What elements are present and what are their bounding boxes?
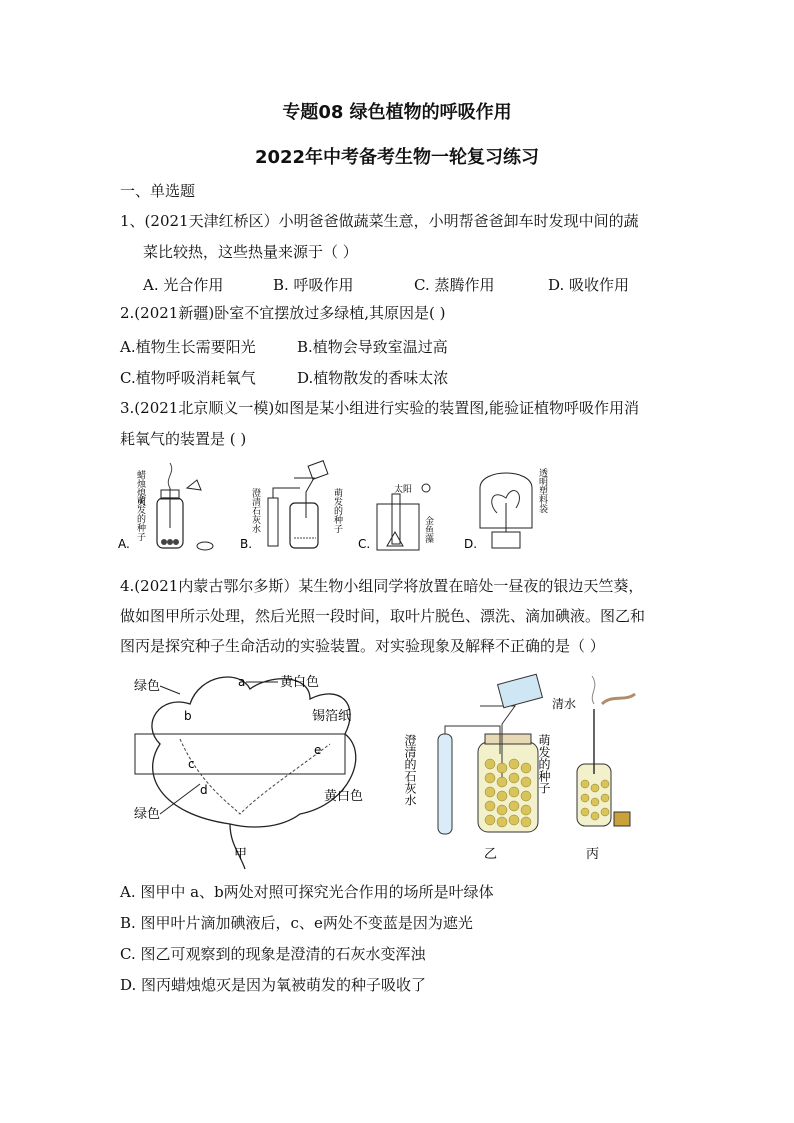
svg-text:a: a	[238, 675, 246, 689]
q1-option-c: C. 蒸腾作用	[414, 276, 495, 294]
q2-option-b: B.植物会导致室温过高	[297, 338, 448, 356]
q3-figure-c	[358, 483, 434, 551]
q4-option-d: D. 图丙蜡烛熄灭是因为氧被萌发的种子吸收了	[120, 976, 427, 994]
q1-stem-line1: 1、(2021天津红桥区）小明爸爸做蔬菜生意，小明帮爸爸卸车时发现中间的蔬	[120, 212, 639, 230]
label-seeds: 萌发的种子	[537, 734, 551, 794]
candle-label: 蜡烛熄灭	[135, 470, 145, 506]
q4-stem-line2: 做如图甲所示处理，然后光照一段时间，取叶片脱色、漂洗、滴加碘液。图乙和	[120, 607, 646, 625]
q3-figure-b	[240, 461, 343, 551]
svg-text:c: c	[188, 757, 195, 771]
label-water: 清水	[552, 697, 577, 711]
svg-text:A.: A.	[118, 537, 130, 551]
q3-figure-a	[118, 463, 213, 551]
label-green-2: 绿色	[134, 807, 161, 822]
document-subtitle: 2022年中考备考生物一轮复习练习	[254, 147, 540, 168]
q4-option-a: A. 图甲中 a、b两处对照可探究光合作用的场所是叶绿体	[120, 883, 494, 901]
q2-stem: 2.(2021新疆)卧室不宜摆放过多绿植,其原因是( )	[120, 304, 446, 322]
svg-text:B.: B.	[240, 537, 253, 551]
q2-option-a: A.植物生长需要阳光	[120, 338, 256, 356]
q4-stem-line3: 图丙是探究种子生命活动的实验装置。对实验现象及解释不正确的是（ ）	[120, 637, 605, 655]
svg-text:C.: C.	[358, 537, 371, 551]
q2-option-c: C.植物呼吸消耗氧气	[120, 369, 256, 387]
leaf-figure-jia	[134, 675, 363, 869]
svg-text:d: d	[200, 783, 208, 797]
svg-text:b: b	[184, 709, 192, 723]
limewater-label-b: 澄清石灰水	[250, 488, 260, 533]
bag-label: 透明塑料袋	[537, 468, 547, 513]
q1-option-d: D. 吸收作用	[548, 276, 630, 294]
q1-stem-line2: 菜比较热，这些热量来源于（ ）	[143, 243, 358, 261]
algae-label: 金鱼藻	[423, 516, 433, 543]
q3-apparatus-figure	[112, 458, 612, 558]
seeds-label-b: 萌发的种子	[332, 488, 342, 533]
q4-option-b: B. 图甲叶片滴加碘液后，c、e两处不变蓝是因为遮光	[120, 914, 473, 932]
q4-option-c: C. 图乙可观察到的现象是澄清的石灰水变浑浊	[120, 945, 426, 963]
svg-text:D.: D.	[464, 537, 478, 551]
label-bing: 丙	[586, 847, 600, 862]
label-foil: 锡箔纸	[312, 709, 352, 724]
q3-stem-line1: 3.(2021北京顺义一模)如图是某小组进行实验的装置图,能验证植物呼吸作用消	[120, 399, 639, 417]
label-limewater: 澄清的石灰水	[403, 734, 417, 806]
seeds-label-a: 萌发的种子	[135, 496, 145, 541]
q2-option-d: D.植物散发的香味太浓	[297, 369, 449, 387]
q4-stem-line1: 4.(2021内蒙古鄂尔多斯）某生物小组同学将放置在暗处一昼夜的银边天竺葵，	[120, 577, 644, 595]
label-yellow-2: 黄白色	[324, 789, 364, 804]
label-jia: 甲	[234, 847, 248, 862]
svg-text:e: e	[314, 743, 322, 757]
q4-experiment-figure	[120, 664, 640, 874]
label-green-1: 绿色	[134, 679, 161, 694]
q1-option-a: A. 光合作用	[143, 276, 224, 294]
section-heading: 一、单选题	[120, 182, 196, 200]
label-yi: 乙	[484, 847, 498, 862]
document-title: 专题08 绿色植物的呼吸作用	[282, 102, 512, 123]
sun-label: 太阳	[394, 485, 413, 495]
q3-stem-line2: 耗氧气的装置是 ( )	[120, 430, 247, 448]
q1-option-b: B. 呼吸作用	[273, 276, 354, 294]
label-yellow-1: 黄白色	[280, 675, 320, 690]
q3-figure-d	[464, 468, 548, 551]
